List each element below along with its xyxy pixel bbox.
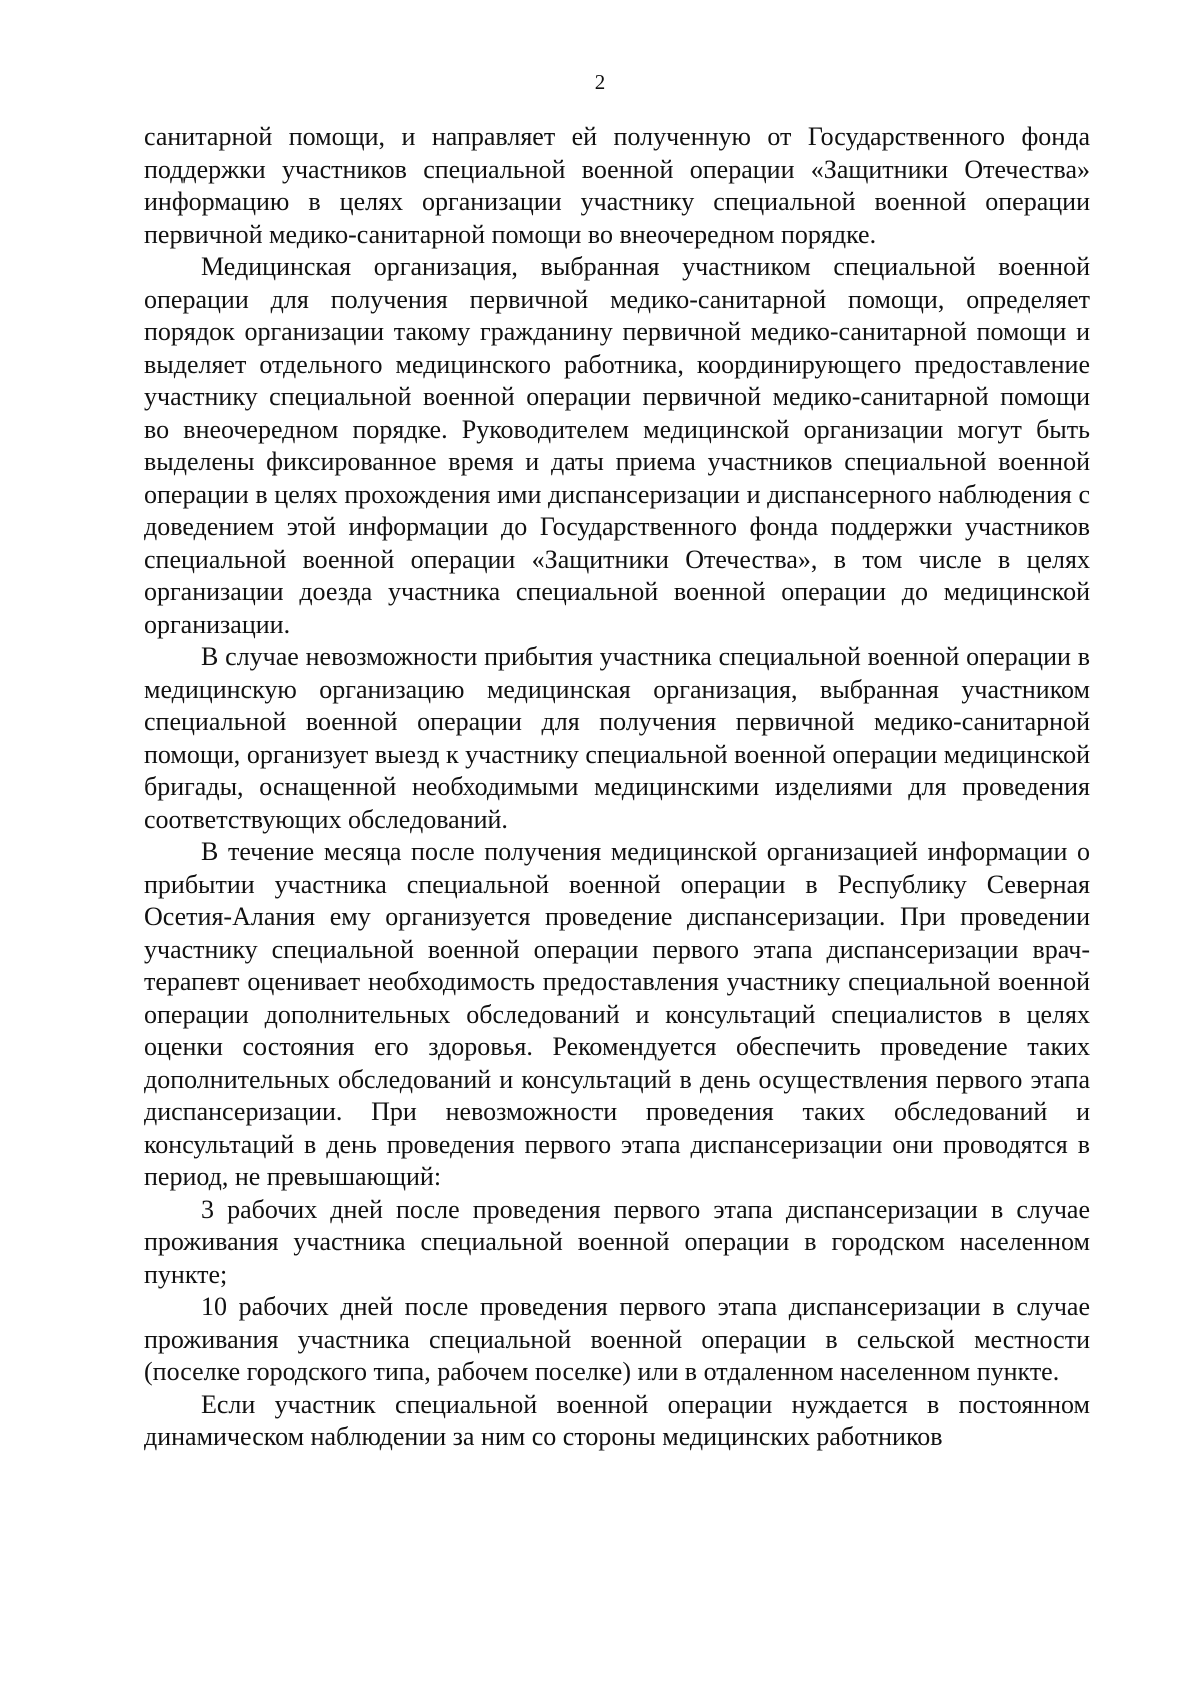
paragraph-dispensarization: В течение месяца после получения медицинской организацией информации о прибытии участника специальной военной операции в Республику Северная Осетия-Алания ему организуется проведение диспансеризации. При проведении участнику специальной военной операции первого этапа диспансеризации врач-терапевт оценивает необходимость предоставления участнику специальной военной операции дополнительных обследований и консультаций специалистов в целях оценки состояния его здоровья. Рекомендуется обеспечить проведение таких дополнительных обследований и консультаций в день осуществления первого этапа диспансеризации. При невозможности проведения таких обследований и консультаций в день проведения первого этапа диспансеризации они проводятся в период, не превышающий: (144, 837, 1090, 1191)
paragraph-impossibility-of-arrival: В случае невозможности прибытия участника специальной военной операции в медицинскую организацию медицинская организация, выбранная участником специальной военной операции для получения первичной медико-санитарной помощи, организует выезд к участнику специальной военной операции медицинской бригады, оснащенной необходимыми медицинскими изделиями для проведения соответствующих обследований. (144, 642, 1090, 834)
page-number: 2 (594, 70, 606, 94)
paragraph-urban-term: 3 рабочих дней после проведения первого этапа диспансеризации в случае проживания участника специальной военной операции в городском населенном пункте; (144, 1194, 1090, 1289)
document-body (144, 121, 1090, 1454)
paragraph-dynamic-observation: Если участник специальной военной операции нуждается в постоянном динамическом наблюдении за ним со стороны медицинских работников (144, 1389, 1090, 1451)
paragraph-medical-organization: Медицинская организация, выбранная участником специальной военной операции для получения первичной медико-санитарной помощи, определяет порядок организации такому гражданину первичной медико-санитарной помощи и выделяет отдельного медицинского работника, координирующего предоставление участнику специальной военной операции первичной медико-санитарной помощи во внеочередном порядке. Руководителем медицинской организации могут быть выделены фиксированное время и даты приема участников специальной военной операции в целях прохождения ими диспансеризации и диспансерного наблюдения с доведением этой информации до Государственного фонда поддержки участников специальной военной операции «Защитники Отечества», в том числе в целях организации доезда участника специальной военной операции до медицинской организации. (144, 252, 1090, 639)
paragraph-rural-term: 10 рабочих дней после проведения первого этапа диспансеризации в случае проживания участника специальной военной операции в сельской местности (поселке городского типа, рабочем поселке) или в отдаленном населенном пункте. (144, 1292, 1090, 1386)
paragraph-continuation: санитарной помощи, и направляет ей полученную от Государственного фонда поддержки участников специальной военной операции «Защитники Отечества» информацию в целях организации участнику специальной военной операции первичной медико-санитарной помощи во внеочередном порядке. (144, 122, 1090, 249)
